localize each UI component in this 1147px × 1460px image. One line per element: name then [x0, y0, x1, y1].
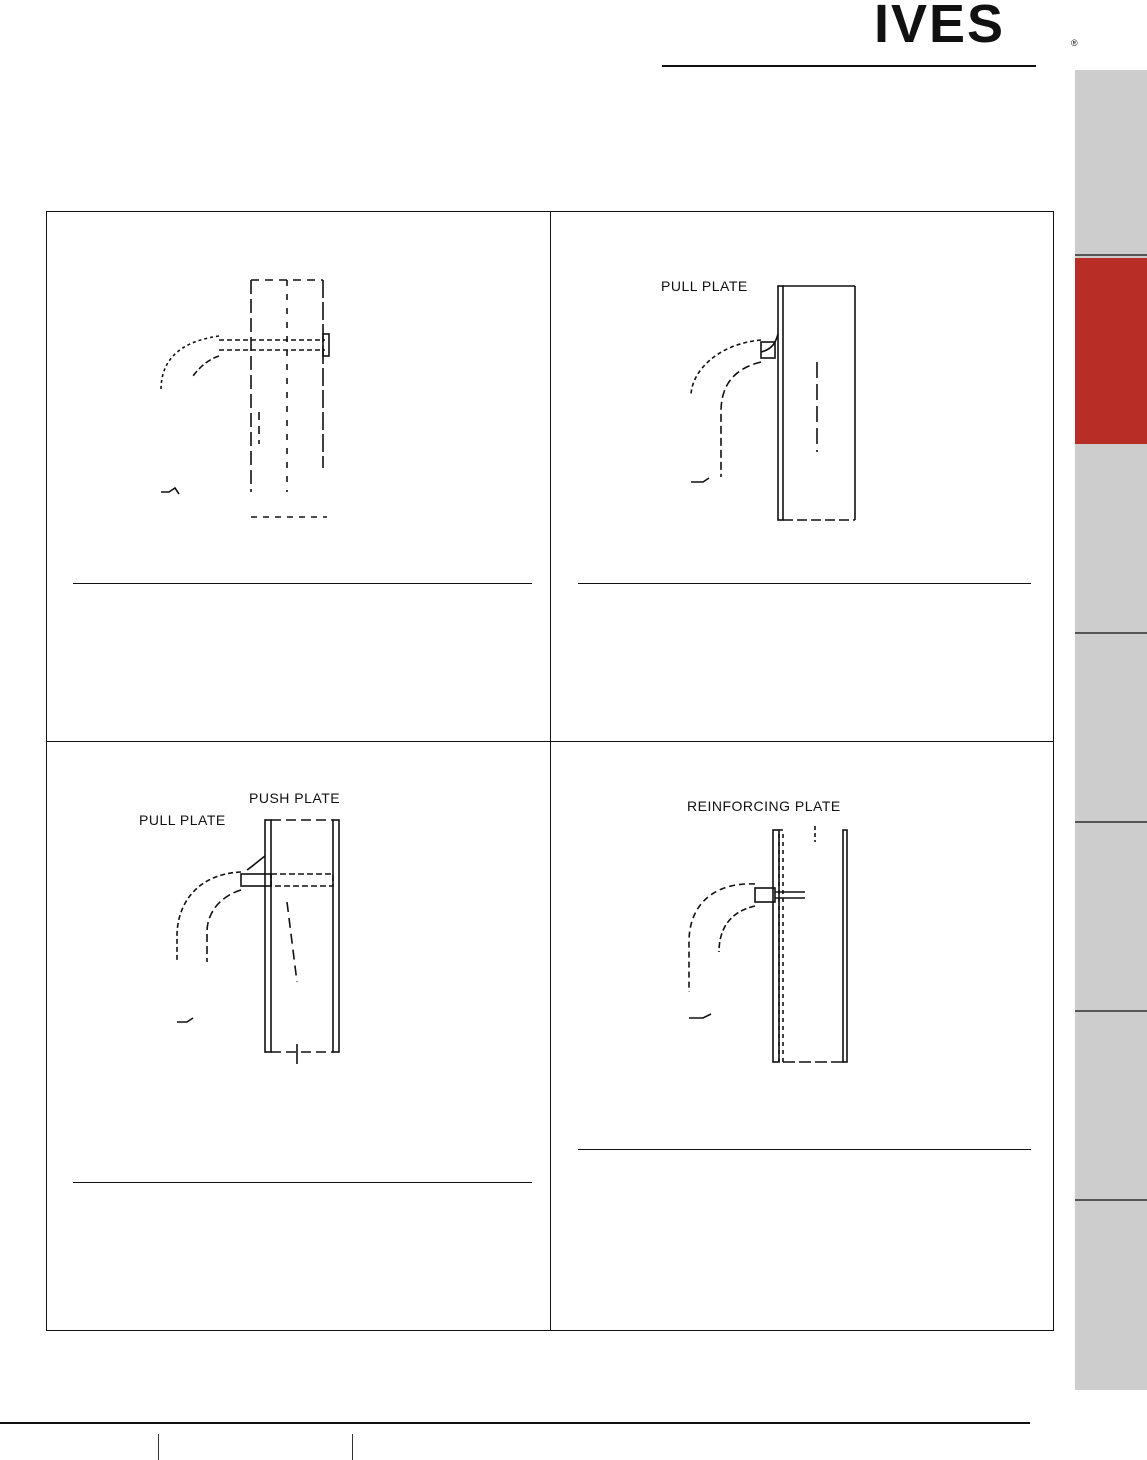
reinforcing-plate-drawing: [677, 822, 877, 1072]
section-tab-3[interactable]: [1075, 446, 1147, 632]
label-pull-plate: PULL PLATE: [661, 278, 748, 294]
caption-rule: [73, 1182, 532, 1183]
header-rule: [662, 65, 1036, 67]
tab-divider: [1075, 254, 1147, 256]
label-push-plate: PUSH PLATE: [249, 790, 341, 806]
grid-vertical-divider: [550, 212, 551, 1330]
footer-rule: [0, 1422, 1030, 1424]
detail-drawing-push-pull: [157, 812, 357, 1072]
section-tab-1[interactable]: [1075, 70, 1147, 254]
section-tab-4[interactable]: [1075, 634, 1147, 821]
push-pull-drawing: [157, 812, 357, 1072]
ives-logo: IVES: [874, 0, 1006, 54]
label-pull-plate: PULL PLATE: [139, 812, 226, 828]
caption-rule: [73, 583, 532, 584]
detail-drawing-reinforcing-plate: [677, 822, 877, 1072]
grid-horizontal-divider: [47, 741, 1053, 742]
pull-plate-drawing: [677, 272, 877, 532]
section-tabs: [1075, 70, 1147, 1390]
section-tab-6[interactable]: [1075, 1012, 1147, 1199]
section-tab-active[interactable]: [1075, 258, 1147, 444]
section-tab-7[interactable]: [1075, 1201, 1147, 1390]
detail-grid: [46, 211, 1054, 1331]
label-reinforcing-plate: REINFORCING PLATE: [687, 798, 841, 814]
registered-mark: ®: [1071, 38, 1078, 48]
section-tab-5[interactable]: [1075, 823, 1147, 1010]
detail-drawing-through-bolt: [147, 272, 347, 532]
caption-rule: [578, 1149, 1031, 1150]
caption-rule: [578, 583, 1031, 584]
detail-drawing-pull-plate: [677, 272, 877, 532]
through-bolt-drawing: [147, 272, 347, 532]
footer-separator: [352, 1434, 353, 1460]
footer-separator: [158, 1434, 159, 1460]
